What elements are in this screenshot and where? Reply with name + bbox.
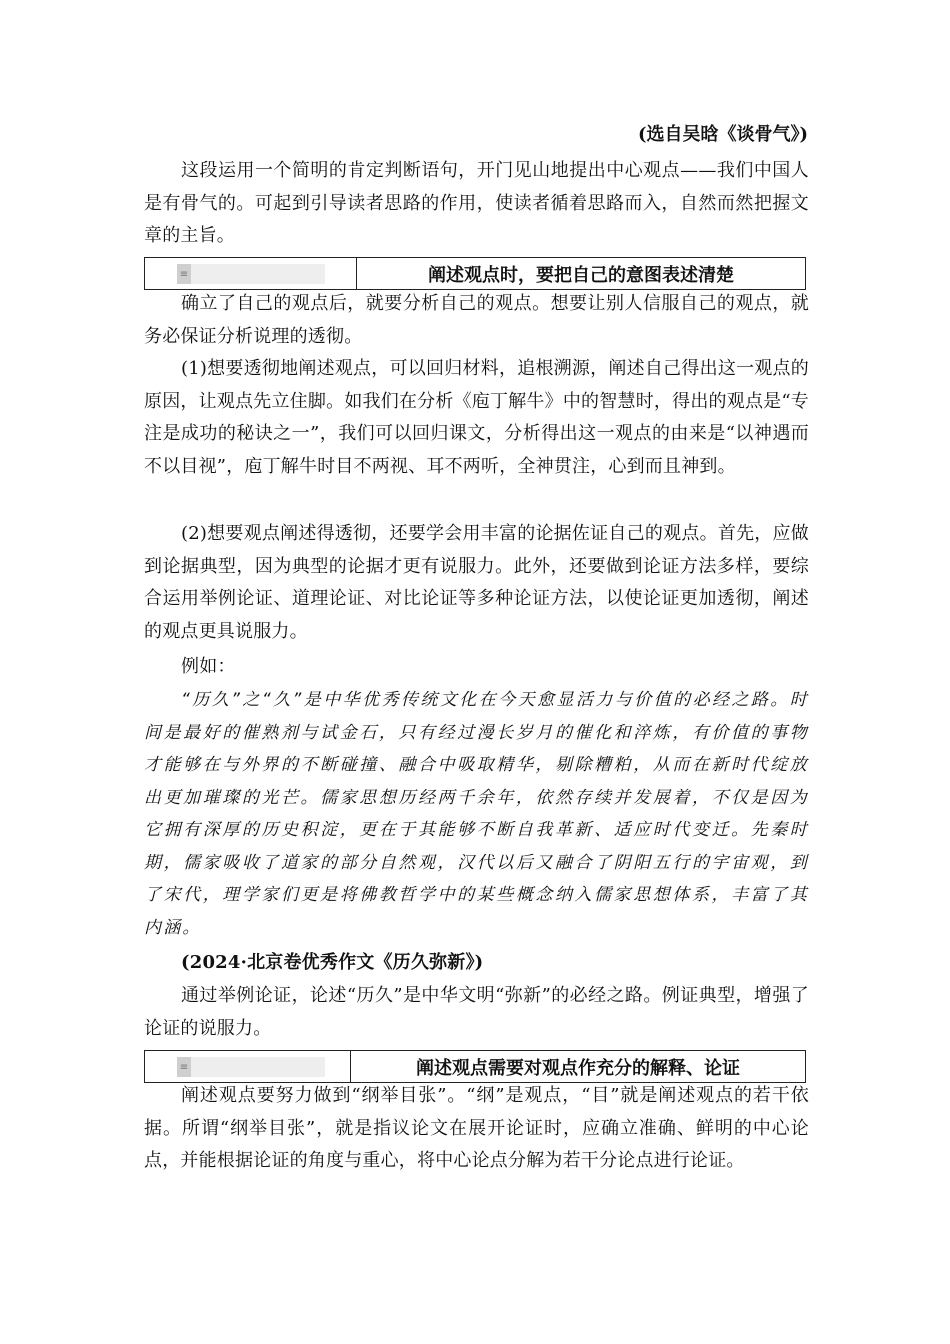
paragraph-intro: 确立了自己的观点后，就要分析自己的观点。想要让别人信服自己的观点，就务必保证分析说理的透彻。 <box>144 293 809 347</box>
section-heading-1 <box>144 257 806 290</box>
paragraph-analysis-2: 通过举例论证，论述“历久”是中华文明“弥新”的必经之路。例证典型，增强了论证的说服力。 <box>144 985 809 1039</box>
example-quote: “历久”之“久”是中华优秀传统文化在今天愈显活力与价值的必经之路。时间是最好的催熟剂与试金石，只有经过漫长岁月的催化和淬炼，有价值的事物才能够在与外界的不断碰撞、融合中吸取精华，剔除糟粕，从而在新时代绽放出更加璀璨的光芒。儒家思想历经两千余年，依然存续并发展着，不仅是因为它拥有深厚的历史积淀，更在于其能够不断自我革新、适应时代变迁。先秦时期，儒家吸收了道家的部分自然观，汉代以后又融合了阴阳五行的宇宙观，到了宋代，理学家们更是将佛教哲学中的某些概念纳入儒家思想体系，丰富了其内涵。 <box>144 690 809 938</box>
heading-tag <box>177 1057 325 1077</box>
paragraph-outline: 阐述观点要努力做到“纲举目张”。“纲”是观点，“目”就是阐述观点的若干依据。所谓“纲举目张”，就是指议论文在展开论证时，应确立准确、鲜明的中心论点，并能根据论证的角度与重心，将中心论点分解为若干分论点进行论证。 <box>144 1085 809 1171</box>
paragraph-analysis-1: 这段运用一个简明的肯定判断语句，开门见山地提出中心观点——我们中国人是有骨气的。可起到引导读者思路的作用，使读者循着思路而入，自然而然把握文章的主旨。 <box>144 160 809 246</box>
heading-title: 阐述观点时，要把自己的意图表述清楚 <box>428 264 734 286</box>
source-citation-1: (选自吴晗《谈骨气》) <box>637 124 808 145</box>
heading-label-cell <box>145 1051 351 1082</box>
paragraph-point-2: (2)想要观点阐述得透彻，还要学会用丰富的论据佐证自己的观点。首先，应做到论据典型，因为典型的论据才更有说服力。此外，还要做到论证方法多样，要综合运用举例论证、道理论证、对比论证等多种论证方法，以使论证更加透彻，阐述的观点更具说服力。 <box>144 523 809 642</box>
menu-lines-icon: ≡ <box>177 1057 191 1077</box>
heading-title: 阐述观点需要对观点作充分的解释、论证 <box>416 1057 740 1079</box>
paragraph-point-1: (1)想要透彻地阐述观点，可以回归材料，追根溯源，阐述自己得出这一观点的原因，让观点先立住脚。如我们在分析《庖丁解牛》中的智慧时，得出的观点是“专注是成功的秘诀之一”，我们可以回归课文，分析得出这一观点的由来是“以神遇而不以目视”，庖丁解牛时目不两视、耳不两听，全神贯注，心到而且神到。 <box>144 358 809 477</box>
source-citation-2: (2024·北京卷优秀作文《历久弥新》) <box>181 952 484 973</box>
menu-lines-icon: ≡ <box>177 264 191 284</box>
heading-label-cell <box>145 258 357 289</box>
example-label: 例如： <box>181 656 236 677</box>
heading-tag <box>177 264 325 284</box>
section-heading-2 <box>144 1050 806 1083</box>
